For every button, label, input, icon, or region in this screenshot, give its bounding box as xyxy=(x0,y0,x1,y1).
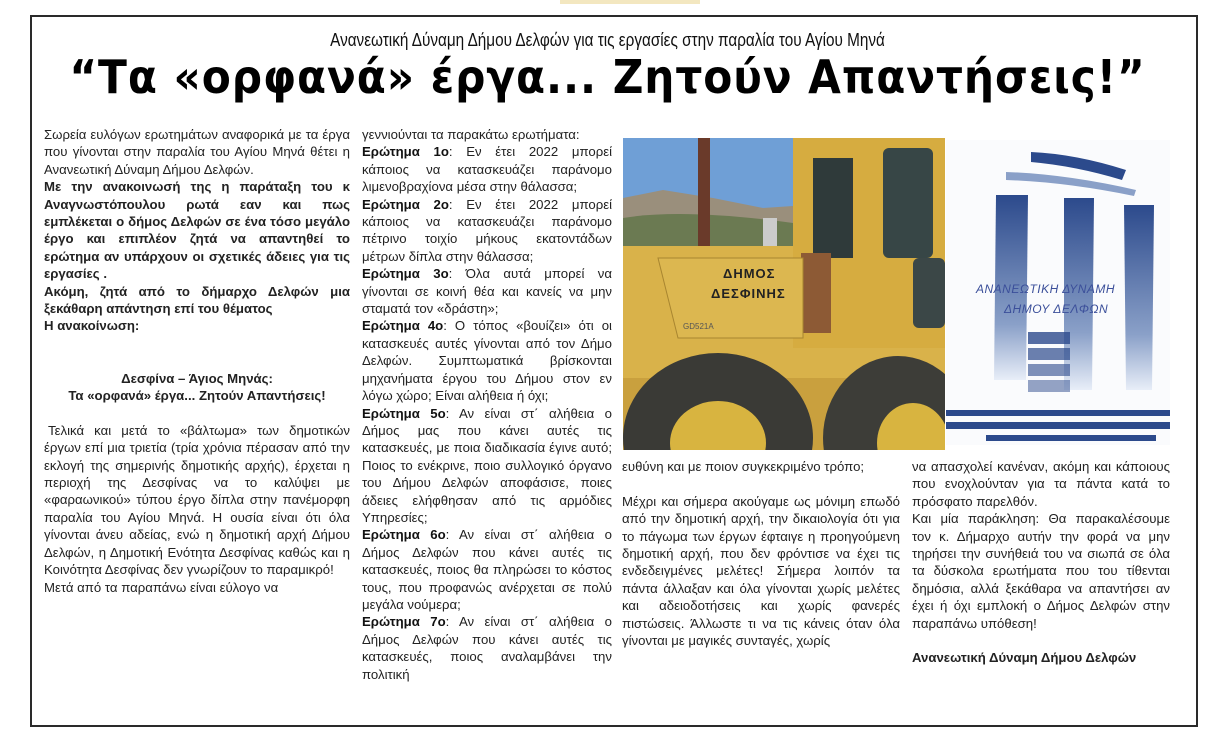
column-4 xyxy=(912,458,1170,667)
question-colon: : xyxy=(448,144,453,160)
question-label: Ερώτημα 4ο xyxy=(362,318,444,334)
intro-paragraph: Η ανακοίνωση: xyxy=(44,318,140,334)
question-colon: : xyxy=(443,318,447,334)
question-item xyxy=(362,265,612,317)
question-text: Όλα αυτά μπορεί να γίνονται σε κοινή θέα και κανείς να μην σταματά τον «δράστη»; xyxy=(362,266,612,317)
question-item xyxy=(362,317,612,404)
question-item xyxy=(362,526,612,613)
question-text: Εν έτει 2022 μπορεί κάποιος να κατασκευάζει παράνομο πέτρινο τοιχίο μήκους εκατοντάδων μέτρων δίπλα στην θάλασσα; xyxy=(362,196,612,264)
request-paragraph: Και μία παράκληση: Θα παρακαλέσουμε τον κ. Δήμαρχο αυτήν την φορά να μην τηρήσει την συνήθειά του να σιωπά σε όλα τα δύσκολα ερωτήματα που του τίθενται δημόσια, αλλά ξεκάθαρα να απαντήσει αν έχει ή όχι εμπλοκή ο Δήμος Δελφών στην παραπάνω υπόθεση! xyxy=(912,511,1170,631)
question-item xyxy=(362,143,612,195)
question-colon: : xyxy=(445,614,450,630)
question-colon: : xyxy=(448,266,453,282)
article-kicker: Ανανεωτική Δύναμη Δήμου Δελφών για τις εργασίες στην παραλία του Αγίου Μηνά xyxy=(330,30,885,50)
question-colon: : xyxy=(445,527,450,543)
questions-list xyxy=(362,143,612,683)
question-colon: : xyxy=(445,405,450,421)
question-text: Αν είναι στ΄ αλήθεια ο Δήμος Δελφών που κάνει αυτές τις κατασκευές, ποιος θα πληρώσει το κόστος τους, που προφανώς ανέρχεται σε πολύ μεγάλα νούμερα; xyxy=(362,527,612,612)
question-label: Ερώτημα 1ο xyxy=(362,144,449,160)
top-color-strip xyxy=(560,0,700,4)
question-item xyxy=(362,196,612,266)
machine-plate: GD521A xyxy=(683,322,714,331)
signature: Ανανεωτική Δύναμη Δήμου Δελφών xyxy=(912,650,1137,666)
body-paragraph: Μετά από τα παραπάνω είναι εύλογο να xyxy=(44,579,279,595)
question-label: Ερώτημα 6ο xyxy=(362,527,446,543)
machine-sign-line1: ΔΗΜΟΣ xyxy=(723,266,776,281)
logo-text-line1: ΑΝΑΝΕΩΤΙΚΗ ΔΥΝΑΜΗ xyxy=(976,282,1116,296)
machine-sign-line2: ΔΕΣΦΙΝΗΣ xyxy=(711,286,786,301)
intro-paragraph: Με την ανακοινωσή της η παράταξη του κ Αναγνωστόπουλου ρωτά εαν και πως εμπλέκεται ο δήμος Δελφών σε ένα τόσο μεγάλο έργο και επιπλέον ζητά να απαντηθεί το ερώτημα αν υπάρχουν οι σχετικές άδειες για τις εργασίες . xyxy=(44,179,350,282)
body-paragraph: Τελικά και μετά το «βάλτωμα» των δημοτικών έργων επί μια τριετία (τρία χρόνια πέρασαν από την εκλογή της σημερινής δημοτικής αρχής), έρχεται η περιοχή της Δεσφίνας να το καλύψει με «φαραωνικού» τύπου έργο δίπλα στην πανέμορφη παραλία του Αγίου Μηνά. Η ουσία είναι ότι όλα γίνονται άνευ αδείας, ενώ η δημοτική αρχή Δήμου Δελφών, η Δημοτική Ενότητα Δεσφίνας καθώς και η Κοινότητα Δεσφίνας δεν γνωρίζουν το παραμικρό! xyxy=(44,422,350,578)
question-text: Εν έτει 2022 μπορεί κάποιος να κατασκευάζει παράνομο λιμενοβραχίονα μέσα στην θάλασσα; xyxy=(362,144,612,195)
party-logo xyxy=(946,140,1170,445)
subheading: Τα «ορφανά» έργα... Ζητούν Απαντήσεις! xyxy=(68,388,326,404)
subheading: Δεσφίνα – Άγιος Μηνάς: xyxy=(121,370,273,386)
question-text: Ο τόπος «βουίζει» ότι οι κατασκευές αυτές γίνονται από τον Δήμο Δελφών. Συμπτωματικά βρίσκονται μηχανήματα έργου του Δήμου στον εν λόγω χώρο; Είναι αλήθεια ή όχι; xyxy=(362,318,612,404)
question-label: Ερώτημα 7ο xyxy=(362,614,446,630)
question-label: Ερώτημα 3ο xyxy=(362,266,449,282)
question-item xyxy=(362,613,612,683)
grader-machine-photo xyxy=(623,138,945,450)
intro-paragraph: Σωρεία ευλόγων ερωτημάτων αναφορικά με τα έργα που γίνονται στην παραλία του Αγίου Μηνά θέτει η Ανανεωτική Δύναμη Δήμου Δελφών. xyxy=(44,127,350,177)
question-label: Ερώτημα 2ο xyxy=(362,196,449,212)
body-paragraph: Μέχρι και σήμερα ακούγαμε ως μόνιμη επωδό από την δημοτική αρχή, την δικαιολογία ότι για το πάγωμα των έργων έφταιγε η προηγούμενη δημοτική αρχή, που δεν φρόντισε να έχει τις ενδεδειγμένες μελέτες! Σήμερα λοιπόν τα πάντα άλλαξαν και όλα γίνονται χωρίς μελέτες και αδειοδοτήσεις και χωρίς φανερές πιστώσεις. Άλλωστε τι να τις κάνεις όταν όλα γίνονται με μαγικές συνταγές, χωρίς xyxy=(622,493,900,649)
column-1 xyxy=(44,126,350,596)
column-2 xyxy=(362,126,612,683)
intro-paragraph: Ακόμη, ζητά από το δήμαρχο Δελφών μια ξεκάθαρη απάντηση επί του θέματος xyxy=(44,283,350,317)
questions-lead: γεννιούνται τα παρακάτω ερωτήματα: xyxy=(362,127,580,142)
article-headline: “Τα «ορφανά» έργα... Ζητούν Απαντήσεις!” xyxy=(69,50,1146,104)
question-label: Ερώτημα 5ο xyxy=(362,405,446,421)
question-text: Αν είναι στ΄ αλήθεια ο Δήμος Δελφών που κάνει αυτές τις κατασκευές, ποιος αναλαμβάνει την πολιτική xyxy=(362,614,612,682)
continuation-paragraph: ευθύνη και με ποιον συγκεκριμένο τρόπο; xyxy=(622,459,865,474)
column-3 xyxy=(622,458,900,649)
question-colon: : xyxy=(448,196,453,212)
continuation-paragraph: να απασχολεί κανέναν, ακόμη και κάποιους που ενοχλούνταν για τα πάντα κατά το πρόσφατο παρελθόν. xyxy=(912,459,1170,509)
question-text: Αν είναι στ΄ αλήθεια ο Δήμος μας που κάνει αυτές τις κατασκευές, με ποια διαδικασία έγινε αυτό; Ποιος το ενέκρινε, ποιο συλλογικό όργανο του Δήμου Δελφών αποφάσισε, ποιες άδειες ελήφθησαν από τις αρμόδιες Υπηρεσίες; xyxy=(362,405,612,525)
logo-text-line2: ΔΗΜΟΥ ΔΕΛΦΩΝ xyxy=(1004,302,1109,316)
question-item xyxy=(362,405,612,527)
